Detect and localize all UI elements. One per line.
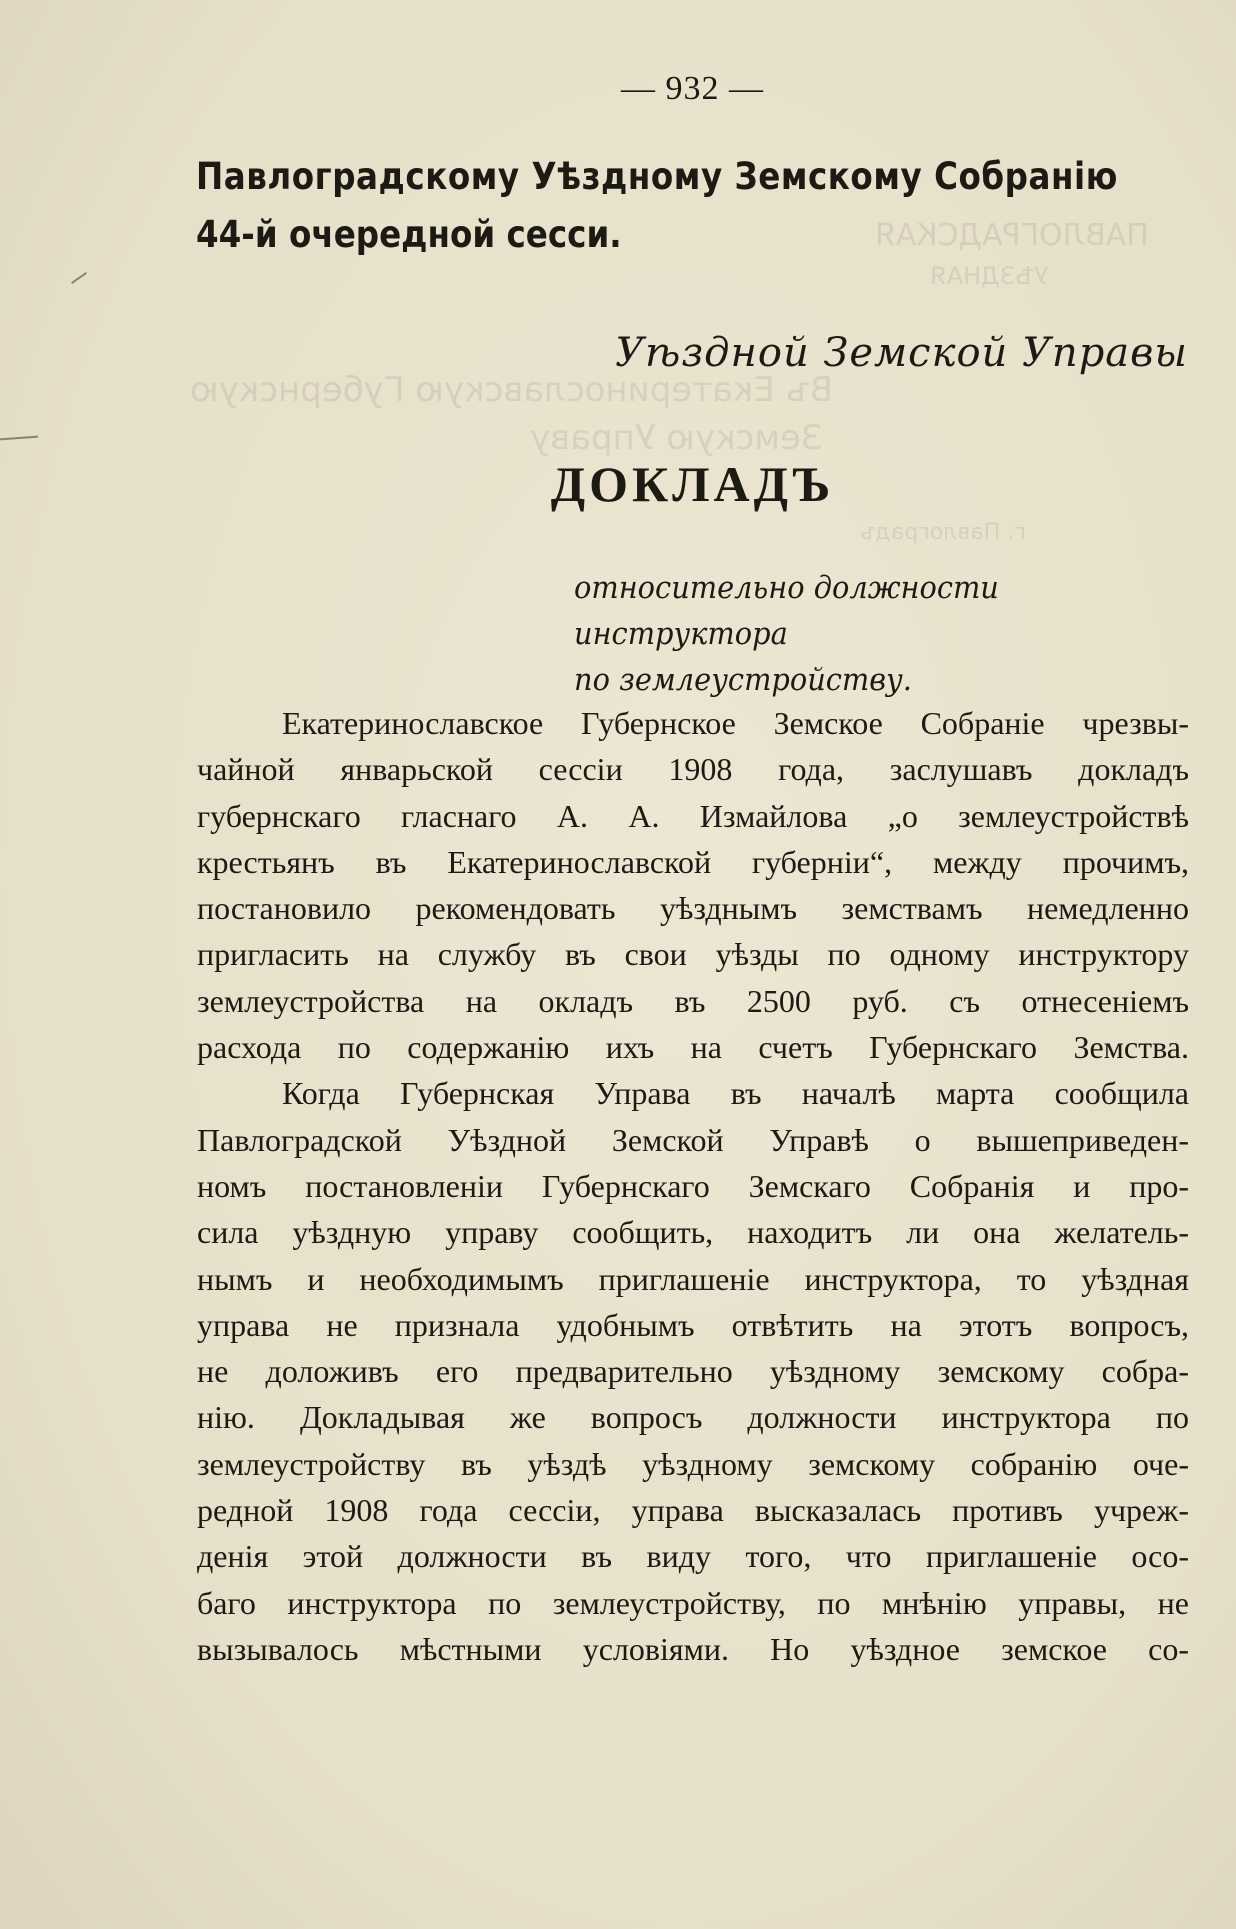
body-text: [197, 700, 1189, 1672]
body-line: нію. Докладывая же вопросъ должности инструктора по: [197, 1399, 1189, 1436]
body-line: Екатеринославское Губернское Земское Собраніе чрезвы-: [282, 705, 1189, 741]
body-line: сила уѣздную управу сообщить, находитъ ли она желатель-: [197, 1214, 1189, 1251]
report-subject-line-1: относительно должности инструктора: [574, 570, 999, 652]
body-line: губернскаго гласнаго А. А. Измайлова „о землеустройствѣ: [197, 797, 1189, 834]
body-line: нымъ и необходимымъ приглашеніе инструктора, то уѣздная: [197, 1260, 1189, 1297]
document-title: ДОКЛАДЪ: [550, 456, 835, 512]
body-line: вызывалось мѣстными условіями. Но уѣздное земское со-: [197, 1630, 1189, 1667]
bleed-through-text: ПАВЛОГРАДСКАЯ: [875, 218, 1149, 253]
body-line: землеустройства на окладъ въ 2500 руб. съ отнесеніемъ: [197, 982, 1189, 1019]
addressee-heading: [196, 148, 1118, 264]
page-number: — 932 —: [621, 70, 764, 107]
body-line: денія этой должности въ виду того, что приглашеніе осо-: [197, 1538, 1189, 1575]
report-subject-line-2: по землеустройству.: [574, 662, 912, 698]
body-line: редной 1908 года сессіи, управа высказалась противъ учреж-: [197, 1492, 1189, 1529]
bleed-through-text: Въ Екатеринославскую Губернскую: [190, 370, 834, 410]
bleed-through-text: Земскую Управу: [530, 418, 823, 458]
authority-line: Уѣздной Земской Управы: [615, 330, 1188, 376]
addressee-heading-line-2: 44-й очередной сесси.: [196, 213, 622, 256]
addressee-heading-line-1: Павлоградскому Уѣздному Земскому Собранію: [196, 155, 1118, 198]
body-line: чайной январьской сессіи 1908 года, заслушавъ докладъ: [197, 751, 1189, 788]
body-line: пригласить на службу въ свои уѣзды по одному инструктору: [197, 936, 1189, 973]
body-line: расхода по содержанію ихъ на счетъ Губернскаго Земства.: [197, 1029, 1189, 1066]
margin-mark: [71, 272, 87, 284]
body-line: постановило рекомендовать уѣзднымъ земствамъ немедленно: [197, 890, 1189, 927]
body-line: номъ постановленіи Губернскаго Земскаго Собранія и про-: [197, 1167, 1189, 1204]
report-subject: [574, 565, 1151, 703]
margin-mark: [0, 436, 38, 441]
body-line: Павлоградской Уѣздной Земской Управѣ о вышеприведен-: [197, 1121, 1189, 1158]
body-line: управа не признала удобнымъ отвѣтить на этотъ вопросъ,: [197, 1306, 1189, 1343]
body-line: Когда Губернская Управа въ началѣ марта сообщила: [282, 1075, 1189, 1112]
body-line: крестьянъ въ Екатеринославской губерніи“, между прочимъ,: [197, 843, 1189, 880]
body-line: землеустройству въ уѣздѣ уѣздному земскому собранію оче-: [197, 1445, 1189, 1482]
body-line: баго инструктора по землеустройству, по мнѣнію управы, не: [197, 1584, 1189, 1621]
bleed-through-text: г. Павлоградъ: [860, 520, 1026, 545]
bleed-through-text: УѢЗДНАЯ: [930, 262, 1049, 290]
body-line: не доложивъ его предварительно уѣздному земскому собра-: [197, 1353, 1189, 1390]
